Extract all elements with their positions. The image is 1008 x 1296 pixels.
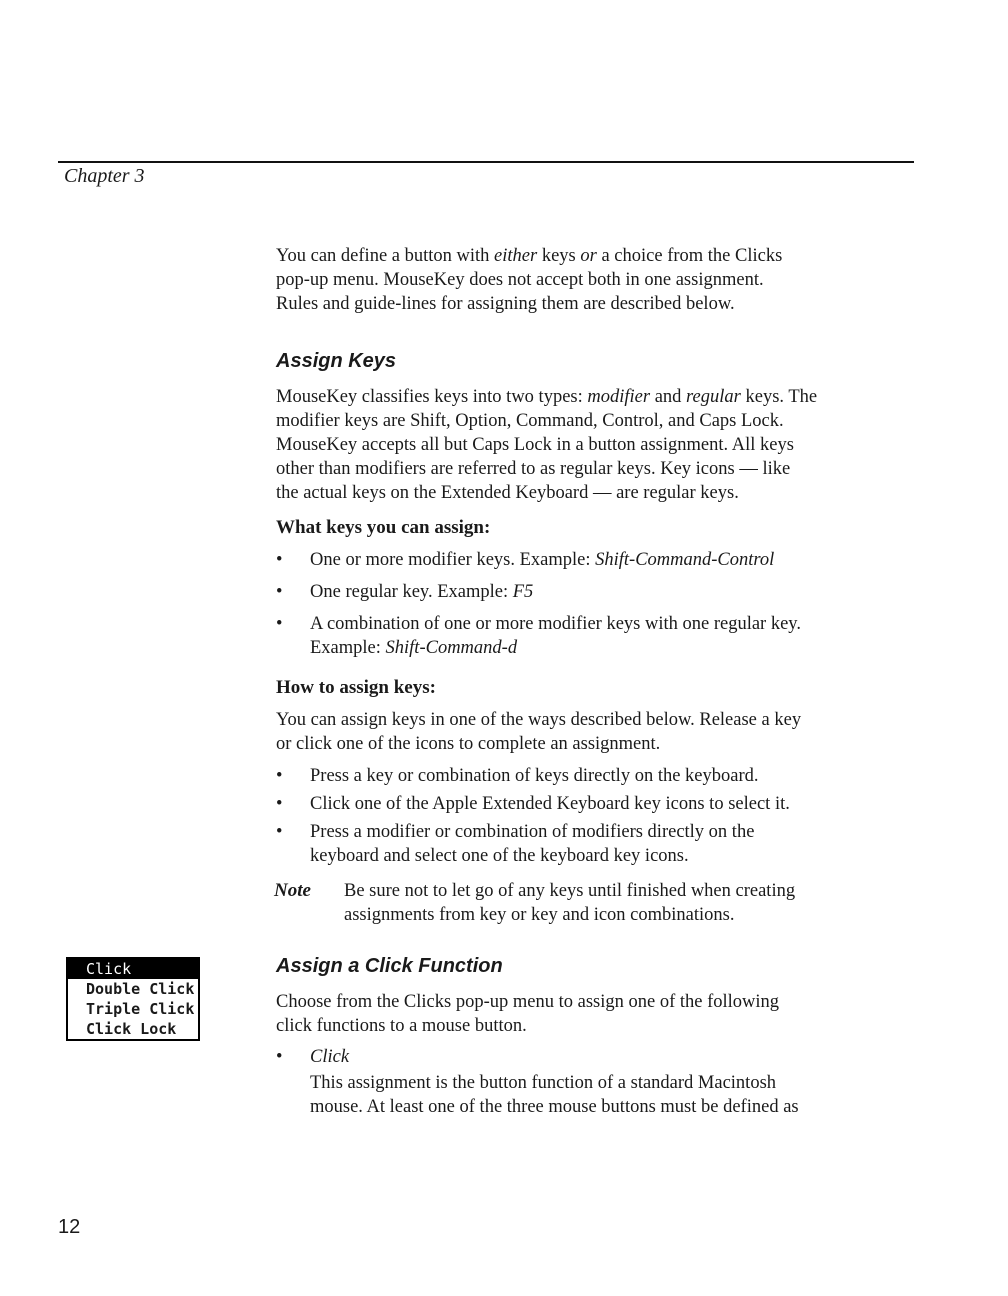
bullet-icon: •	[276, 822, 283, 842]
note-text: Be sure not to let go of any keys until finished when creating assignments from key or key and icon combinations.	[344, 881, 796, 925]
list-item-text: Press a key or combination of keys directly on the keyboard.	[310, 766, 759, 786]
assign-keys-line-4: other than modifiers are referred to as regular keys. Key icons — like	[276, 459, 791, 479]
list-item-text: Press a modifier or combination of modifiers directly on the keyboard and select one of the keyboard key icons.	[310, 822, 755, 866]
intro-paragraph	[276, 244, 906, 316]
bullet-icon: •	[276, 614, 283, 634]
intro-line-2: pop-up menu. MouseKey does not accept both in one assignment.	[276, 270, 764, 290]
note-label: Note	[274, 880, 311, 901]
click-function-line-1: Choose from the Clicks pop-up menu to assign one of the following	[276, 992, 780, 1012]
click-description	[310, 1071, 910, 1119]
bullet-icon: •	[276, 1047, 283, 1067]
click-function-heading: Assign a Click Function	[276, 955, 503, 977]
click-function-paragraph	[276, 990, 906, 1038]
intro-line-3: Rules and guide-lines for assigning them are described below.	[276, 294, 735, 314]
menu-item-double-click[interactable]: Double Click	[86, 980, 195, 998]
header-rule	[58, 161, 914, 163]
list-item-text: A combination of one or more modifier keys with one regular key. Example: Shift-Command-d	[310, 614, 801, 658]
how-assign-line-1: You can assign keys in one of the ways described below. Release a key	[276, 710, 802, 730]
bullet-icon: •	[276, 766, 283, 786]
bullet-icon: •	[276, 582, 283, 602]
what-keys-heading: What keys you can assign:	[276, 517, 491, 538]
menu-item-click[interactable]: Click	[68, 959, 198, 979]
assign-keys-heading: Assign Keys	[276, 350, 397, 372]
how-assign-paragraph	[276, 708, 906, 756]
list-item-text: Click one of the Apple Extended Keyboard key icons to select it.	[310, 794, 790, 814]
intro-line-1: You can define a button with either keys or a choice from the Clicks	[276, 246, 783, 266]
list-item-text: Click	[310, 1047, 350, 1067]
page-number: 12	[58, 1216, 81, 1238]
assign-keys-line-3: MouseKey accepts all but Caps Lock in a button assignment. All keys	[276, 435, 794, 455]
assign-keys-paragraph	[276, 385, 906, 505]
bullet-icon: •	[276, 550, 283, 570]
list-item-text: One regular key. Example: F5	[310, 582, 534, 602]
how-assign-line-2: or click one of the icons to complete an assignment.	[276, 734, 661, 754]
assign-keys-line-1: MouseKey classifies keys into two types: modifier and regular keys. The	[276, 387, 818, 407]
assign-keys-line-2: modifier keys are Shift, Option, Command, Control, and Caps Lock.	[276, 411, 784, 431]
list-item-text: One or more modifier keys. Example: Shift-Command-Control	[310, 550, 775, 570]
clicks-popup-menu	[66, 957, 200, 1041]
assign-keys-line-5: the actual keys on the Extended Keyboard — are regular keys.	[276, 483, 739, 503]
how-assign-heading: How to assign keys:	[276, 677, 436, 698]
menu-item-click-lock[interactable]: Click Lock	[86, 1020, 177, 1038]
chapter-title: Chapter 3	[64, 165, 145, 187]
menu-item-triple-click[interactable]: Triple Click	[86, 1000, 195, 1018]
click-function-line-2: click functions to a mouse button.	[276, 1016, 527, 1036]
click-description-line-1: This assignment is the button function of a standard Macintosh	[310, 1073, 777, 1093]
click-description-line-2: mouse. At least one of the three mouse buttons must be defined as	[310, 1097, 799, 1117]
bullet-icon: •	[276, 794, 283, 814]
